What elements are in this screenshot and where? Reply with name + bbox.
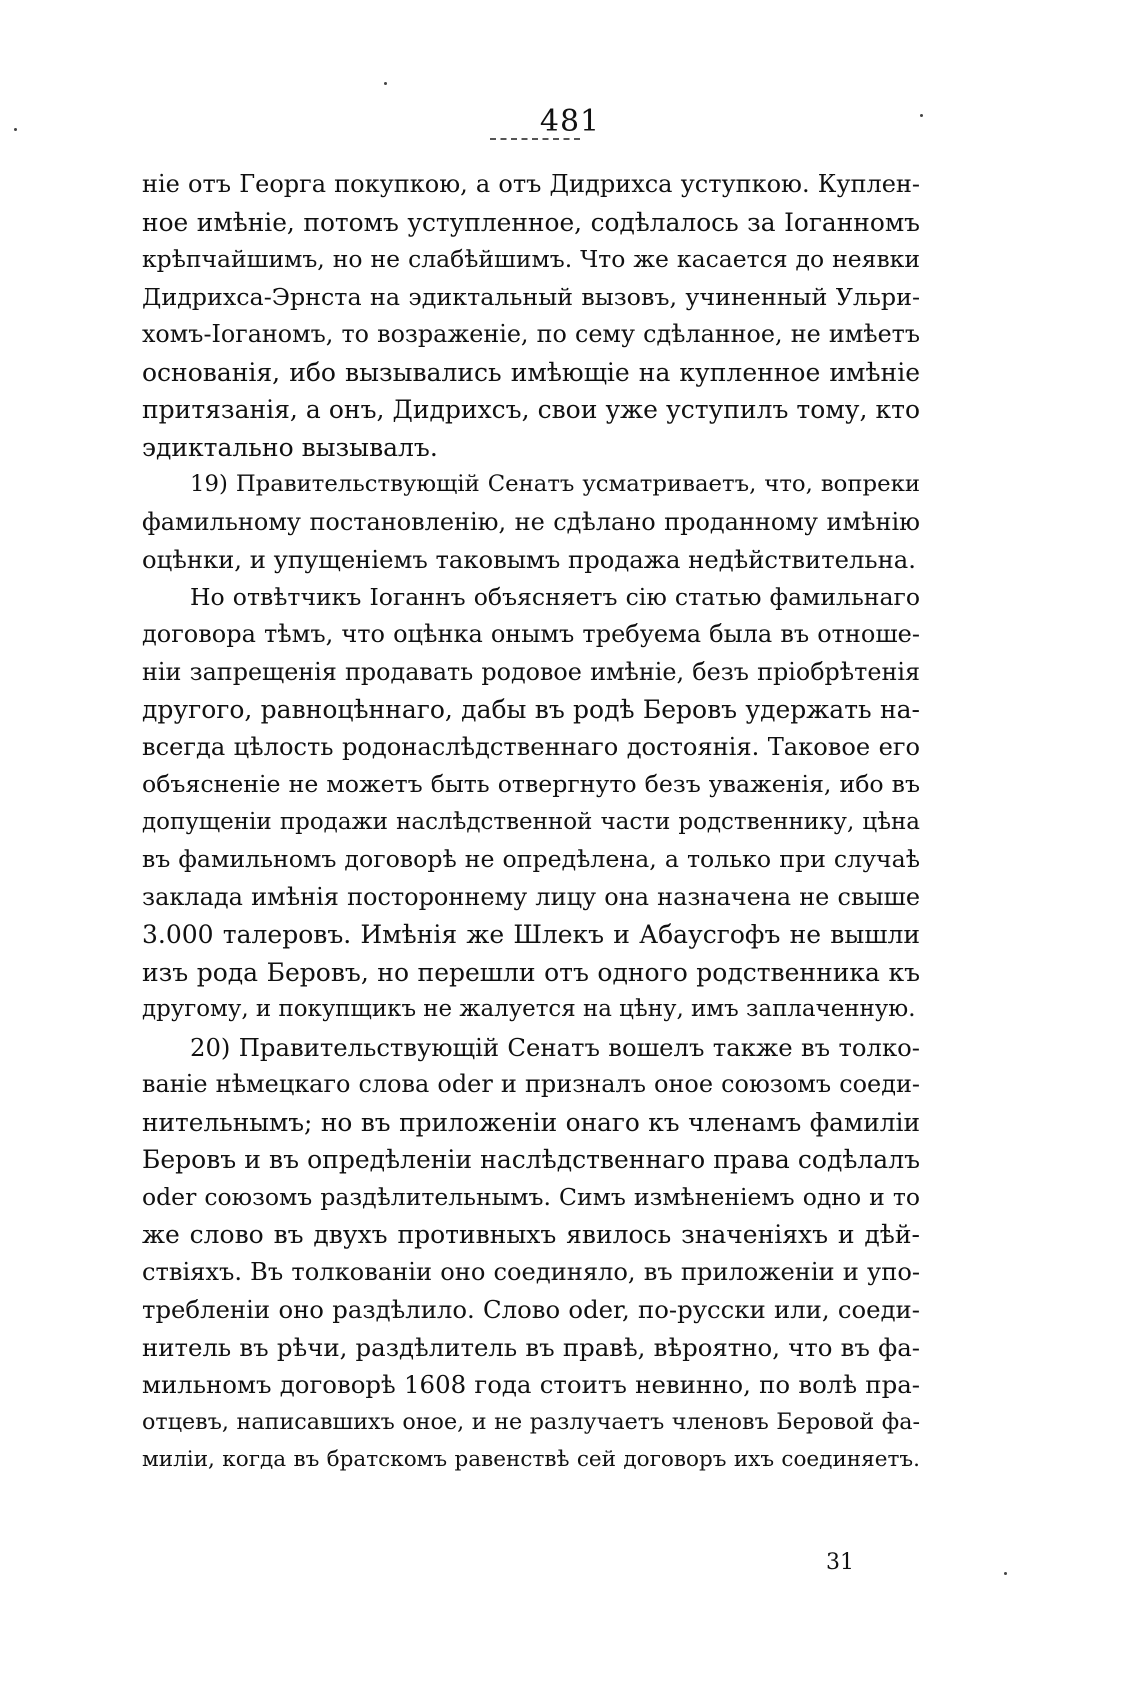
text-line: заклада имѣнія постороннему лицу она назначена не свыше	[142, 882, 920, 911]
text-line: отцевъ, написавшихъ оное, и не разлучаетъ членовъ Беровой фа-	[142, 1408, 920, 1435]
paragraph-19-start: 19) Правительствующій Сенатъ усматриваетъ, что, вопреки	[190, 471, 920, 497]
text-line: 3.000 талеровъ. Имѣнія же Шлекъ и Абаусгофъ не вышли	[142, 920, 920, 949]
text-line: же слово въ двухъ противныхъ явилось значеніяхъ и дѣй-	[142, 1220, 920, 1249]
text-line: хомъ-Іоганомъ, то возраженіе, по сему сдѣланное, не имѣетъ	[142, 320, 920, 348]
text-line: ніи запрещенія продавать родовое имѣніе, безъ пріобрѣтенія	[142, 657, 920, 686]
paragraph-answer-start: Но отвѣтчикъ Іоганнъ объясняетъ сію статью фамильнаго	[190, 582, 920, 611]
print-speck	[384, 82, 387, 85]
text-line: ваніе нѣмецкаго слова oder и призналъ оное союзомъ соеди-	[142, 1070, 920, 1098]
text-line: миліи, когда въ братскомъ равенствѣ сей договоръ ихъ соединяетъ.	[142, 1447, 920, 1472]
text-line: эдиктально вызывалъ.	[142, 432, 438, 462]
text-line: оцѣнки, и упущеніемъ таковымъ продажа недѣйствительна.	[142, 545, 916, 574]
text-line: крѣпчайшимъ, но не слабѣйшимъ. Что же касается до неявки	[142, 245, 920, 273]
text-line: Беровъ и въ опредѣленіи наслѣдственнаго права содѣлалъ	[142, 1145, 920, 1174]
text-line: изъ рода Беровъ, но перешли отъ одного родственника къ	[142, 957, 920, 987]
text-line: требленіи оно раздѣлило. Слово oder, по-русски или, соеди-	[142, 1295, 920, 1324]
text-line: мильномъ договорѣ 1608 года стоитъ невинно, по волѣ пра-	[142, 1370, 920, 1399]
text-line: ствіяхъ. Въ толкованіи оно соединяло, въ приложеніи и упо-	[142, 1257, 920, 1286]
text-line: ное имѣніе, потомъ уступленное, содѣлалось за Іоганномъ	[142, 207, 920, 237]
header-rule	[490, 138, 580, 140]
text-line: допущеніи продажи наслѣдственной части родственнику, цѣна	[142, 808, 920, 835]
body-text	[142, 166, 920, 1479]
print-speck	[920, 114, 923, 117]
text-line: ніе отъ Георга покупкою, а отъ Дидрихса уступкою. Куплен-	[142, 170, 920, 198]
text-line: нительнымъ; но въ приложеніи онаго къ членамъ фамиліи	[142, 1107, 920, 1137]
text-line: нитель въ рѣчи, раздѣлитель въ правѣ, вѣроятно, что въ фа-	[142, 1332, 920, 1362]
print-speck	[14, 128, 17, 131]
text-line: договора тѣмъ, что оцѣнка онымъ требуема была въ отноше-	[142, 620, 920, 648]
text-line: другому, и покупщикъ не жалуется на цѣну, имъ заплаченную.	[142, 996, 916, 1022]
text-line: основанія, ибо вызывались имѣющіе на купленное имѣніе	[142, 357, 920, 387]
text-line: объясненіе не можетъ быть отвергнуто безъ уваженія, ибо въ	[142, 770, 920, 798]
text-line: въ фамильномъ договорѣ не опредѣлена, а только при случаѣ	[142, 845, 920, 873]
signature-mark: 31	[826, 1550, 854, 1575]
text-line: другого, равноцѣннаго, дабы въ родѣ Беровъ удержать на-	[142, 695, 920, 724]
page-number: 481	[539, 104, 601, 139]
text-line: всегда цѣлость родонаслѣдственнаго достоянія. Таковое его	[142, 732, 920, 761]
text-line: фамильному постановленію, не сдѣлано проданному имѣнію	[142, 507, 920, 536]
paragraph-20-start: 20) Правительствующій Сенатъ вошелъ также въ толко-	[190, 1032, 920, 1062]
text-line: Дидрихса-Эрнста на эдиктальный вызовъ, учиненный Ульри-	[142, 282, 920, 311]
print-speck	[1004, 1572, 1007, 1575]
text-line: oder союзомъ раздѣлительнымъ. Симъ измѣненіемъ одно и то	[142, 1182, 920, 1211]
text-line: притязанія, а онъ, Дидрихсъ, свои уже уступилъ тому, кто	[142, 395, 920, 424]
